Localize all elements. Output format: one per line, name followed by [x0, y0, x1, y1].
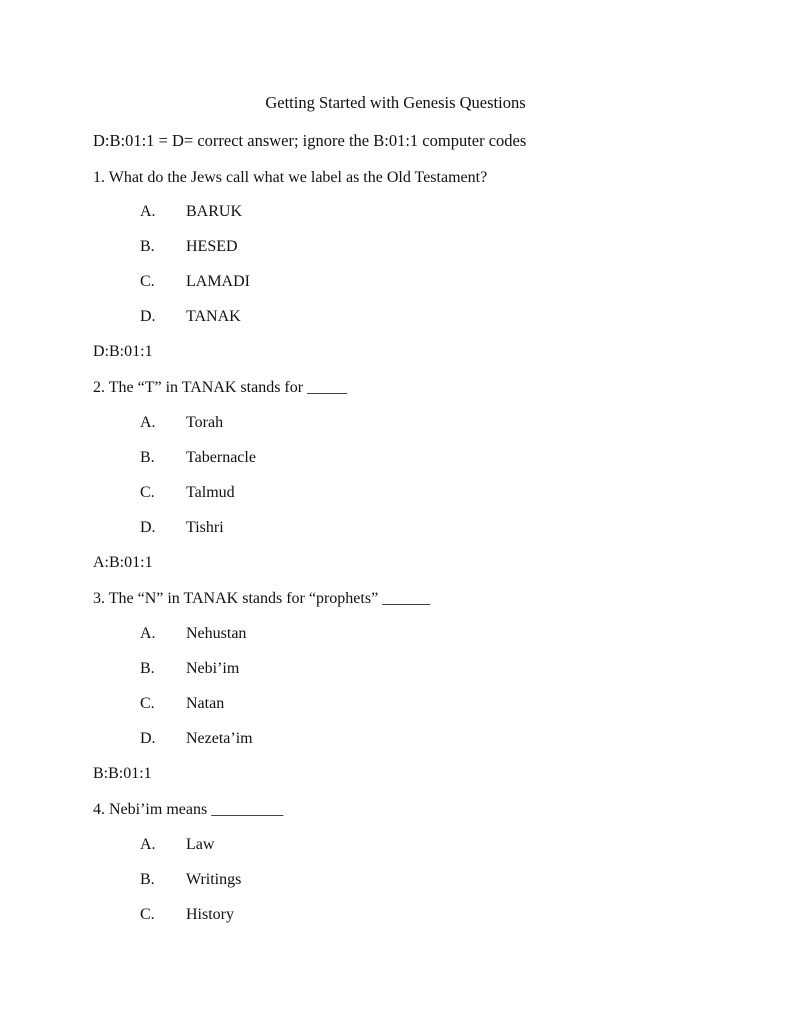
option-text: LAMADI: [186, 273, 250, 290]
option-text: History: [186, 906, 234, 923]
question-3-answer-code: B:B:01:1: [93, 765, 152, 782]
option-letter: B.: [140, 871, 155, 888]
option-letter: C.: [140, 906, 155, 923]
option-text: Writings: [186, 871, 242, 888]
question-3-text: 3. The “N” in TANAK stands for “prophets” ______: [93, 590, 431, 607]
option-text: Law: [186, 836, 215, 853]
option-letter: B.: [140, 660, 155, 677]
option-letter: C.: [140, 695, 155, 712]
option-letter: D.: [140, 308, 156, 325]
question-1-answer-code: D:B:01:1: [93, 343, 153, 360]
option-text: Tabernacle: [186, 449, 256, 466]
question-2-answer-code: A:B:01:1: [93, 554, 153, 571]
option-text: Talmud: [186, 484, 235, 501]
option-letter: A.: [140, 203, 156, 220]
option-letter: C.: [140, 273, 155, 290]
option-text: Nebi’im: [186, 660, 240, 677]
option-letter: B.: [140, 449, 155, 466]
question-2-text: 2. The “T” in TANAK stands for _____: [93, 379, 348, 396]
option-text: Nehustan: [186, 625, 247, 642]
option-letter: A.: [140, 836, 156, 853]
option-text: Tishri: [186, 519, 224, 536]
page-title: Getting Started with Genesis Questions: [265, 93, 526, 112]
option-text: TANAK: [186, 308, 241, 325]
option-letter: C.: [140, 484, 155, 501]
option-letter: A.: [140, 625, 156, 642]
instructions: D:B:01:1 = D= correct answer; ignore the B:01:1 computer codes: [93, 131, 527, 150]
option-text: HESED: [186, 238, 238, 255]
question-1-text: 1. What do the Jews call what we label as the Old Testament?: [93, 169, 488, 186]
option-text: BARUK: [186, 203, 243, 220]
option-text: Natan: [186, 695, 225, 712]
option-letter: D.: [140, 730, 156, 747]
option-letter: D.: [140, 519, 156, 536]
question-4-text: 4. Nebi’im means _________: [93, 801, 284, 818]
option-letter: B.: [140, 238, 155, 255]
option-letter: A.: [140, 414, 156, 431]
option-text: Torah: [186, 414, 224, 431]
option-text: Nezeta’im: [186, 730, 253, 747]
